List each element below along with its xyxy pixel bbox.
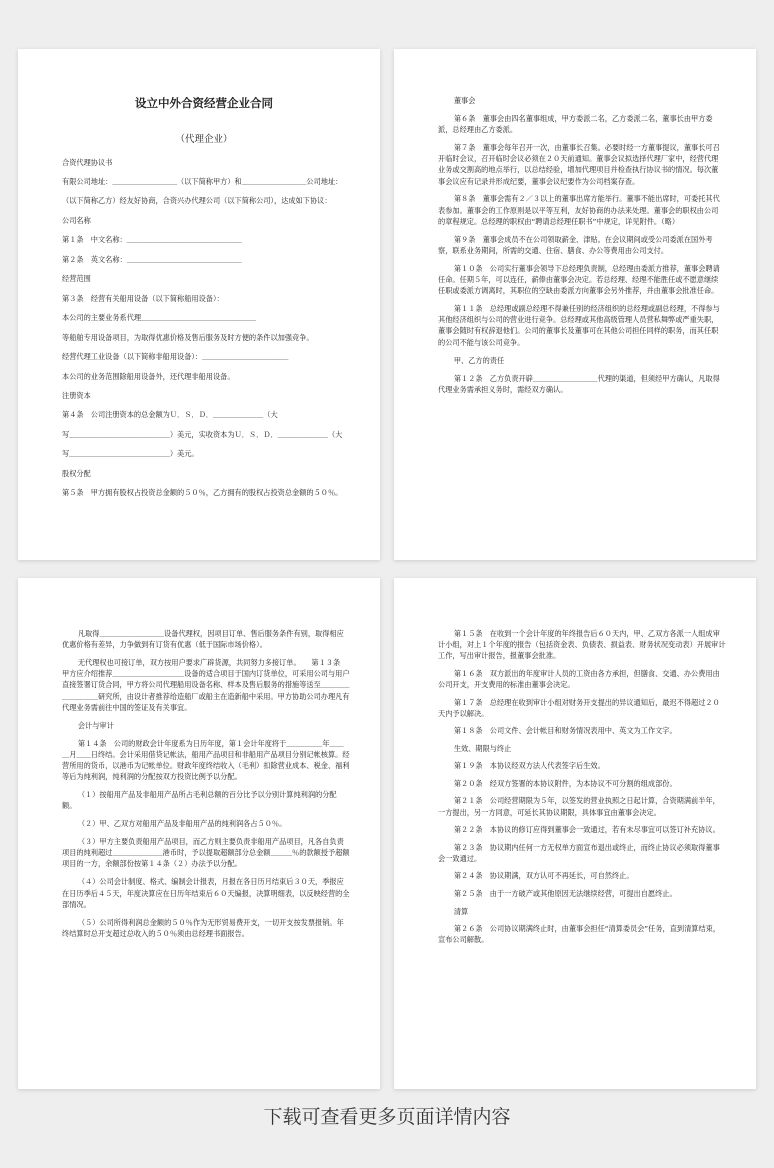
text-line: 有限公司地址：＿＿＿＿＿＿＿＿＿（以下简称甲方）和＿＿＿＿＿＿＿＿＿公司地址： [62,176,343,186]
paragraph: 第１９条 本协议经双方法人代表签字后生效。 [453,761,605,771]
paragraph: （４）公司会计制度、格式、编制会计报表，月报在各日历月结束后３０天，季报应在日历季后４５天，年度决算应在日历年结束后６０天编报，决算明细表，以反映经营的全部情况。 [62,877,350,909]
paragraph: 第２２条 本协议的修订应得到董事会一致通过，若有未尽事宜可以签订补充协议。 [453,825,720,835]
document-page-4 [394,578,756,1089]
paragraph: 第２６条 公司协议期满终止时，由董事会担任“清算委员会”任务，直到清算结束，宣布公司解散。 [438,924,721,945]
section-heading: 清算 [453,906,469,916]
paragraph: 无代理权也可接订单，双方按用户要求广辟货源，共同努力多接订单。 第１３条 甲方应介绍推荐＿＿＿＿＿＿＿＿＿＿设备的适合项目于国内订货单位，可采用公司与用户直接签署订货合同，甲方将公司代理船用设备名称、样本及售后服务的措施等送至＿＿＿＿＿＿＿＿＿研究所，由设计者推荐给造船厂或船主在造新船中采用。甲方协助公司办理凡有代理业务需前往中国的签证及有关事宜。 [62,658,350,712]
paragraph: 第１７条 总经理在收到审计小组对财务开支提出的异议通知后，最迟不得超过２０天内予以解决。 [438,697,720,718]
document-page-3 [18,578,380,1089]
paragraph: 第２０条 经双方签署的本协议附件，为本协议不可分割的组成部份。 [453,778,677,788]
paragraph: 第１２条 乙方负责开辟＿＿＿＿＿＿＿＿＿代理的渠道，但须经甲方确认，凡取得代理业务需承担义务时，需经双方确认。 [438,373,720,394]
section-heading: 甲、乙方的责任 [453,355,505,365]
paragraph: 第１５条 在收到一个会计年度的年终报告后６０天内，甲、乙双方各派一人组成审计小组，对上１个年度的报告（包括资金表、负债表、损益表、财务状况变动表）开展审计工作，写出审计报告，报董事会批准。 [438,629,726,661]
text-line: 第４条 公司注册资本的总金额为Ｕ．Ｓ．Ｄ．＿＿＿＿＿＿＿（大 [62,410,278,420]
text-line: （以下简称乙方）经友好协商，合资兴办代理公司（以下简称公司），达成如下协议： [62,196,332,206]
paragraph: （３）甲方主要负责船用产品项目，而乙方则主要负责非船用产品项目，凡各自负责项目的纯利超过＿＿＿＿＿＿＿港币时，予以提取超额部分总金额＿＿＿％的款额授予超额项目的一方，余额部份按第１４条（２）办法予以分配。 [62,837,350,869]
section-heading: 公司名称 [62,215,91,225]
paragraph: （５）公司所得利润总金额的５０％作为无形贸易费开支，一切开支按发票报销。年终结算时总开支超过总收入的５０％须由总经理书面报告。 [62,917,344,938]
section-heading: 股权分配 [62,468,91,478]
paragraph: 第２１条 公司经营期限为５年，以签发的营业执照之日起计算，合资期满前半年，一方提出，另一方同意，可延长其协议期限，具体事宜由董事会决定。 [438,796,720,817]
text-line: 第５条 甲方拥有股权占投资总金额的５０％，乙方拥有的股权占投资总金额的５０％。 [62,488,343,498]
text-line: 写＿＿＿＿＿＿＿＿＿＿＿＿＿＿）美元。 [62,449,199,459]
paragraph: 第１６条 双方派出的年度审计人员的工资由各方承担，但膳食、交通、办公费用由公司开支，开支费用的标准由董事会决定。 [438,668,720,690]
text-line: 经营代理工业设备（以下简称非船用设备）：＿＿＿＿＿＿＿＿＿＿＿＿ [62,352,289,362]
paragraph: 第２５条 由于一方破产或其他原因无法继续经营，可提出自愿终止。 [453,888,677,898]
paragraph: 第１８条 公司文件、会计帐目和财务情况表用中、英文为工作文字。 [453,726,677,736]
text-line: 第１条 中文名称：＿＿＿＿＿＿＿＿＿＿＿＿＿＿＿＿ [62,235,242,245]
text-line: 第２条 英文名称：＿＿＿＿＿＿＿＿＿＿＿＿＿＿＿＿ [62,254,242,264]
text-line: 等船舶专用设备项目，为取得优惠价格及售后服务及时方便的条件以加强竞争。 [62,332,314,342]
download-more-caption[interactable]: 下载可查看更多页面详情内容 [263,1106,511,1128]
text-line: 合资代理协议书 [62,157,113,167]
paragraph: （１）按船用产品及非船用产品所占毛利总额的百分比予以分别计算纯利润的分配额。 [62,790,337,811]
section-heading: 董事会 [453,96,476,105]
section-heading: 生效、期限与终止 [453,743,512,753]
paragraph: （２）甲、乙双方对船用产品及非船用产品的纯利润各占５０％。 [77,819,287,829]
text-line: 本公司的业务范围除船用设备外，还代理非船用设备。 [62,371,235,381]
section-heading: 会计与审计 [77,720,114,730]
paragraph: 第１０条 公司实行董事会领导下总经理负责制，总经理由委派方推荐，董事会聘请任命。任期５年，可以连任，薪俸由董事会决定。若总经理、经理不能胜任或不愿意继续任职或委派方调离时，其职位的空缺由委派方向董事会另外推荐，并由董事会批准任命。 [438,263,720,296]
contract-title: 设立中外合资经营企业合同 [135,96,273,110]
section-heading: 注册资本 [62,390,91,400]
paragraph: 第２３条 协议期内任何一方无权单方面宣布退出或终止，而终止协议必须取得董事会一致通过。 [438,842,720,863]
paragraph: 第１１条 总经理或副总经理不得兼任别的经济组织的总经理或副总经理，不得参与其他经济组织与公司的营业进行竞争。总经理或其他高级管理人员营私舞弊或严重失职，董事会随时有权辞退他们。公司的董事长及董事可在其他公司担任同样的职务，而其任职的公司不能与该公司竞争。 [438,304,720,347]
paragraph: 第９条 董事会成员不在公司领取薪金、津贴。在会议期间或受公司委派在国外考察，联系业务期间，所需的交通、住宿、膳食、办公等费用由公司支付。 [438,234,713,255]
text-line: 写＿＿＿＿＿＿＿＿＿＿＿＿＿＿）美元，实收资本为Ｕ．Ｓ．Ｄ．＿＿＿＿＿＿＿（大 [62,429,343,439]
section-heading: 经营范围 [62,274,91,284]
text-line: 第３条 经营有关船用设备（以下简称船用设备）： [62,293,224,303]
paragraph: 第２４条 协议期满，双方认可不再延长，可自然终止。 [453,871,634,881]
document-page-2 [394,49,756,560]
document-page-1 [18,49,380,560]
paragraph: 第６条 董事会由四名董事组成，甲方委派二名，乙方委派二名，董事长由甲方委派，总经理由乙方委派。 [438,113,713,135]
text-line: 本公司的主要业务系代理＿＿＿＿＿＿＿＿＿＿＿＿＿＿＿＿ [62,313,257,323]
paragraph: 第１４条 公司的财政会计年度系为日历年度，第１会计年度将于＿＿＿＿＿年＿＿＿月＿＿日终结。会计采用借贷记帐法，船用产品项目和非船用产品项目分别记帐核算。经营所用的货币，以港币为记帐单位。财政年度终结收入（毛利）扣除营业成本、税金、福利等后为纯利润，纯利润的分配按双方投资比例予以分配。 [62,738,350,782]
contract-subtitle: （代理企业） [175,133,233,145]
paragraph: 凡取得＿＿＿＿＿＿＿＿＿设备代理权，因项目订单、售后服务条件有别，取得相应优惠价格有差异，力争做到有订货有优惠（低于国际市场价格）。 [62,629,344,650]
paragraph: 第７条 董事会每年召开一次，由董事长召集。必要时经一方董事提议，董事长可召开临时会议，召开临时会议必须在２０天前通知。董事会议拟选择代理厂家中，经营代理业务或交割高的地点举行，以总结经验，增加代理项目并检查执行协议书的情况。每次董事会议应有记录并形成纪要，董事会议纪要作为公司档案存查。 [438,143,720,186]
paragraph: 第８条 董事会需有２／３以上的董事出席方能举行。董事不能出席时，可委托其代表参加。董事会的工作原则是以平等互利，友好协商的办法来处理。董事会的职权由公司的章程规定。总经理的职权由“聘请总经理任职书”中规定，详见附件。（略） [438,194,720,226]
